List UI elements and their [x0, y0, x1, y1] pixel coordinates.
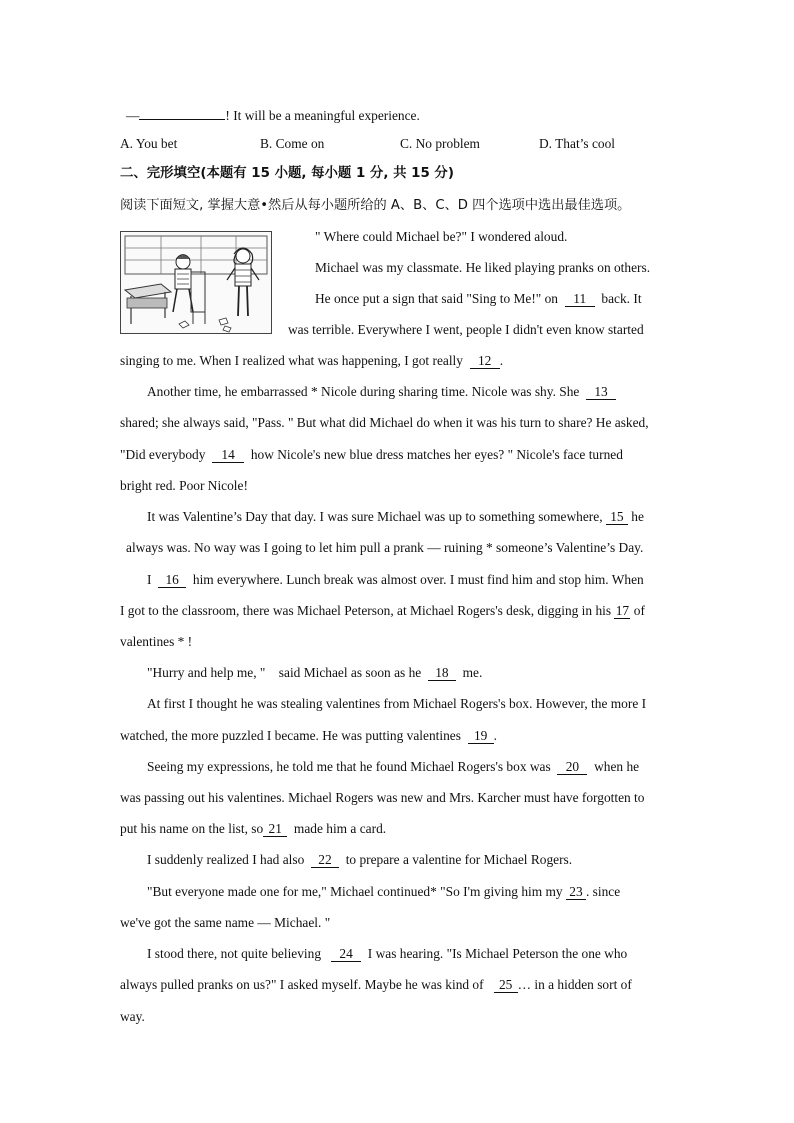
dash: —	[126, 108, 140, 123]
blank-17: 17	[615, 603, 630, 618]
blank-13: 13	[586, 384, 616, 400]
passage-line-25: always pulled pranks on us?" I asked myself. Maybe he was kind of 25 … in a hidden sort of	[120, 977, 632, 992]
blank-22: 22	[311, 852, 339, 868]
passage-line-22: "But everyone made one for me," Michael continued* "So I'm giving him my 23 . since	[147, 884, 621, 899]
passage-line-14: valentines * !	[120, 634, 193, 649]
option-b: B. Come on	[260, 136, 325, 151]
option-c: C. No problem	[400, 136, 480, 151]
blank-23: 23	[566, 884, 586, 900]
passage-line-3: He once put a sign that said "Sing to Me!" on 11 back. It	[315, 291, 642, 306]
blank-20: 20	[557, 759, 587, 775]
classroom-illustration-drawing	[121, 232, 271, 333]
passage-line-17: watched, the more puzzled I became. He was putting valentines 19 .	[120, 728, 498, 743]
passage-line-8: "Did everybody 14 how Nicole's new blue dress matches her eyes? " Nicole's face turned	[120, 447, 623, 462]
section-instruction: 阅读下面短文, 掌握大意•然后从每小题所给的 A、B、C、D 四个选项中选出最佳选项。	[120, 198, 631, 213]
option-d: D. That’s cool	[539, 136, 615, 151]
blank-21: 21	[263, 821, 287, 837]
passage-line-5: singing to me. When I realized what was happening, I got really 12 .	[120, 353, 504, 368]
passage-line-18: Seeing my expressions, he told me that he found Michael Rogers's box was 20 when he	[147, 759, 640, 774]
passage-line-10: It was Valentine’s Day that day. I was sure Michael was up to something somewhere, 15 he	[147, 509, 644, 524]
passage-line-15: "Hurry and help me, " said Michael as soon as he 18 me.	[147, 665, 483, 680]
blank-14: 14	[212, 447, 244, 463]
passage-line-2: Michael was my classmate. He liked playing pranks on others.	[315, 260, 651, 275]
passage-line-4: was terrible. Everywhere I went, people I didn't even know started	[288, 322, 644, 337]
passage-line-13: I got to the classroom, there was Michael Peterson, at Michael Rogers's desk, digging in his 17 of	[120, 603, 645, 618]
passage-line-12: I 16 him everywhere. Lunch break was almost over. I must find him and stop him. When	[147, 572, 644, 587]
question-text: ! It will be a meaningful experience.	[225, 108, 420, 123]
question-stem	[126, 104, 420, 125]
blank-15: 15	[606, 509, 628, 525]
passage-line-23: we've got the same name — Michael. "	[120, 915, 331, 930]
passage-line-16: At first I thought he was stealing valentines from Michael Rogers's box. However, the more I	[147, 696, 647, 711]
blank-11: 11	[565, 291, 595, 307]
classroom-illustration	[120, 231, 272, 334]
passage-line-1: " Where could Michael be?" I wondered aloud.	[315, 229, 568, 244]
answer-blank	[139, 104, 225, 120]
blank-24: 24	[331, 946, 361, 962]
blank-16: 16	[158, 572, 186, 588]
blank-12: 12	[470, 353, 500, 369]
passage-line-11: always was. No way was I going to let him pull a prank — ruining * someone’s Valentine’s Day.	[126, 540, 644, 555]
passage-line-26: way.	[120, 1009, 145, 1024]
passage-line-19: was passing out his valentines. Michael Rogers was new and Mrs. Karcher must have forgotten to	[120, 790, 645, 805]
passage-line-9: bright red. Poor Nicole!	[120, 478, 248, 493]
passage-line-7: shared; she always said, "Pass. " But what did Michael do when it was his turn to share? He asked,	[120, 415, 649, 430]
passage-line-6: Another time, he embarrassed * Nicole during sharing time. Nicole was shy. She 13	[147, 383, 616, 401]
option-a: A. You bet	[120, 136, 178, 151]
passage-line-24: I stood there, not quite believing 24 I was hearing. "Is Michael Peterson the one who	[147, 946, 628, 961]
passage-line-20: put his name on the list, so 21 made him a card.	[120, 821, 387, 836]
section-title: 二、完形填空(本题有 15 小题, 每小题 1 分, 共 15 分)	[120, 166, 454, 181]
blank-19: 19	[468, 728, 494, 744]
passage-line-21: I suddenly realized I had also 22 to prepare a valentine for Michael Rogers.	[147, 852, 573, 867]
blank-18: 18	[428, 665, 456, 681]
blank-25: 25	[494, 977, 518, 993]
